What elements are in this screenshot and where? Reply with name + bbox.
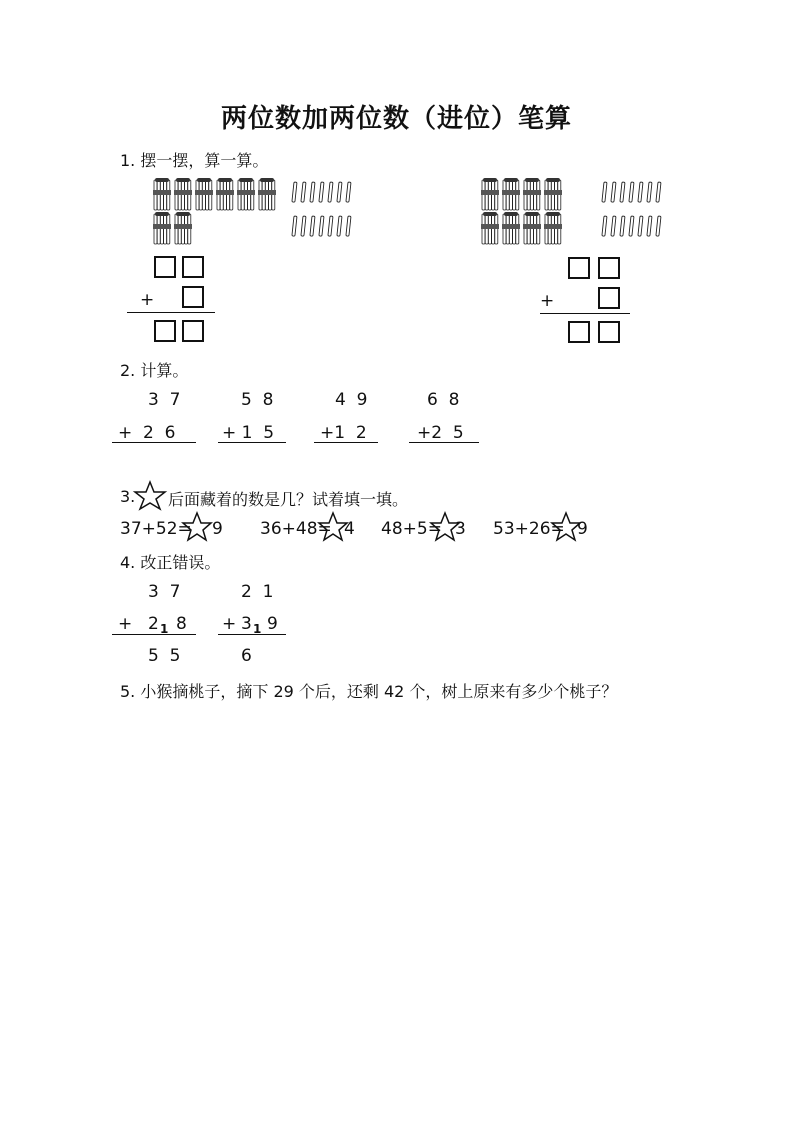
sum-line [314, 442, 378, 443]
addend-bottom: +2 5 [417, 423, 464, 443]
expression: 53+26= [493, 519, 565, 539]
plus-sign: + [140, 290, 155, 310]
carry-mark: 1 [253, 622, 262, 636]
single-stick [647, 216, 652, 236]
visible-digit: 3 [455, 519, 466, 539]
single-stick [656, 216, 661, 236]
answer-box[interactable] [598, 321, 620, 343]
stick-bundle [481, 212, 499, 244]
stick-bundle [174, 178, 192, 210]
visible-digit: 9 [212, 519, 223, 539]
plus-sign: + [222, 614, 237, 634]
stick-bundle [544, 212, 562, 244]
stick-bundle [544, 178, 562, 210]
sum-line [218, 442, 286, 443]
answer-box[interactable] [182, 256, 204, 278]
stick-bundle [195, 178, 213, 210]
answer-box[interactable] [598, 287, 620, 309]
addend-top: 3 7 [148, 390, 181, 410]
expression: 36+48= [260, 519, 332, 539]
single-stick [292, 216, 297, 236]
answer-box[interactable] [182, 320, 204, 342]
single-stick [301, 216, 306, 236]
sum-line [112, 634, 196, 635]
single-stick [629, 182, 634, 202]
answer-box[interactable] [568, 257, 590, 279]
single-stick [620, 216, 625, 236]
stick-bundle [523, 178, 541, 210]
addend-bottom: + 2 6 [118, 423, 176, 443]
answer-box[interactable] [568, 321, 590, 343]
plus-sign: + [540, 291, 555, 311]
ones-digit: 9 [267, 614, 278, 634]
single-stick [620, 182, 625, 202]
single-stick [611, 182, 616, 202]
counting-illustration-left [150, 178, 370, 248]
single-stick [337, 216, 342, 236]
single-stick [602, 216, 607, 236]
stick-bundle [153, 212, 171, 244]
page-title: 两位数加两位数（进位）笔算 [220, 104, 572, 134]
bundles-and-sticks-left [150, 178, 370, 248]
single-stick [346, 216, 351, 236]
single-stick [310, 216, 315, 236]
question-number: 3. [120, 487, 136, 506]
stick-bundle [481, 178, 499, 210]
answer-box[interactable] [182, 286, 204, 308]
tens-digit: 3 [241, 614, 252, 634]
expression: 37+52= [120, 519, 192, 539]
single-stick [611, 216, 616, 236]
addend-bottom: + 1 5 [222, 423, 275, 443]
single-stick [629, 216, 634, 236]
counting-illustration-right [478, 178, 678, 248]
addend-top: 6 8 [427, 390, 460, 410]
answer-box[interactable] [598, 257, 620, 279]
question-5-label: 5. 小猴摘桃子，摘下 29 个后，还剩 42 个，树上原来有多少个桃子？ [120, 682, 618, 701]
star-icon[interactable] [182, 512, 212, 542]
single-stick [337, 182, 342, 202]
single-stick [647, 182, 652, 202]
single-stick [319, 182, 324, 202]
addend-top: 2 1 [241, 582, 274, 602]
stick-bundle [216, 178, 234, 210]
single-stick [328, 216, 333, 236]
stick-bundle [174, 212, 192, 244]
single-stick [310, 182, 315, 202]
question-2-label: 2. 计算。 [120, 361, 189, 380]
carry-mark: 1 [160, 622, 169, 636]
addend-top: 3 7 [148, 582, 181, 602]
addend-top: 4 9 [335, 390, 368, 410]
stick-bundle [502, 212, 520, 244]
expression: 48+5= [381, 519, 442, 539]
question-1-label: 1. 摆一摆，算一算。 [120, 151, 269, 170]
visible-digit: 9 [577, 519, 588, 539]
bundles-and-sticks-right [478, 178, 678, 248]
single-stick [602, 182, 607, 202]
plus-sign: + [118, 614, 133, 634]
stick-bundle [258, 178, 276, 210]
single-stick [328, 182, 333, 202]
star-icon [134, 480, 166, 510]
sum-line [127, 312, 215, 313]
single-stick [319, 216, 324, 236]
single-stick [656, 182, 661, 202]
stick-bundle [523, 212, 541, 244]
tens-digit: 2 [148, 614, 159, 634]
answer-box[interactable] [154, 320, 176, 342]
single-stick [638, 182, 643, 202]
sum-line [409, 442, 479, 443]
wrong-result: 5 5 [148, 646, 181, 666]
addend-bottom: +1 2 [320, 423, 367, 443]
sum-line [540, 313, 630, 314]
single-stick [301, 182, 306, 202]
single-stick [638, 216, 643, 236]
answer-box[interactable] [154, 256, 176, 278]
question-3-text: 后面藏着的数是几？试着填一填。 [168, 490, 409, 509]
question-4-label: 4. 改正错误。 [120, 553, 221, 572]
sum-line [218, 634, 286, 635]
single-stick [346, 182, 351, 202]
sum-line [112, 442, 196, 443]
single-stick [292, 182, 297, 202]
visible-digit: 4 [344, 519, 355, 539]
wrong-result: 6 [241, 646, 252, 666]
stick-bundle [237, 178, 255, 210]
stick-bundle [153, 178, 171, 210]
stick-bundle [502, 178, 520, 210]
addend-top: 5 8 [241, 390, 274, 410]
ones-digit: 8 [176, 614, 187, 634]
